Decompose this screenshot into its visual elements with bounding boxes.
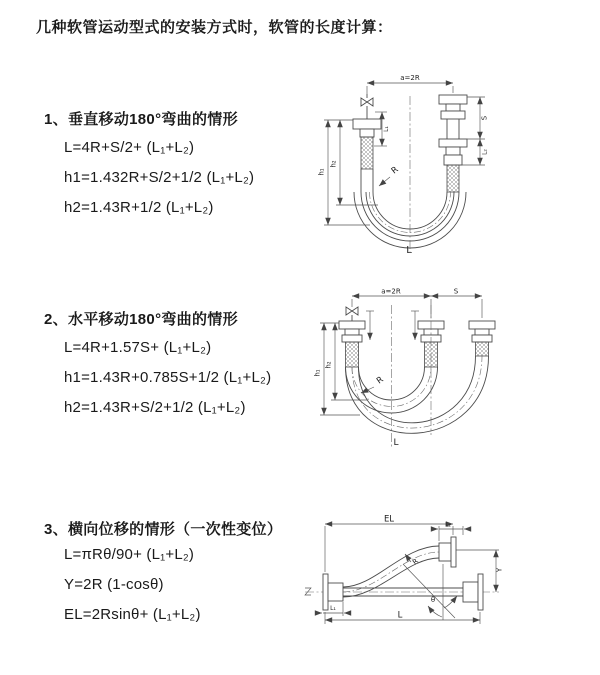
section-1-heading: 1、垂直移动180°弯曲的情形 [44,111,238,128]
page-title: 几种软管运动型式的安装方式时，软管的长度计算： [36,19,393,36]
right-flange [463,574,483,610]
section-3-formula-Y: Y=2R (1-cosθ) [64,576,164,593]
dim-label-y: Y [495,567,504,573]
diagram-vertical-180-bend [310,72,510,258]
radius-label: R [389,164,401,177]
dim-label-h2: h₂ [324,361,333,369]
dim-label-a2r: a=2R [400,74,420,82]
s-curve-hose-displaced [343,546,439,597]
right-pipe-fitting [469,321,495,356]
left-pipe-fitting [353,119,381,192]
section-2-formula-L: L=4R+1.57S+ (L₁+L₂) [64,339,212,356]
radius-callout [379,165,401,186]
dim-label-h1: h₁ [317,168,326,176]
section-2-formula-h1: h1=1.43R+0.785S+1/2 (L₁+L₂) [64,369,272,386]
dimension-el [325,515,453,573]
dim-label-a2r: a=2R [381,287,401,296]
dimension-a2r [352,288,482,319]
dim-label-h2: h₂ [329,160,338,168]
section-3-heading: 3、横向位移的情形（一次性变位） [44,521,283,538]
dim-label-l: L [397,610,403,621]
left-pipe-fitting [339,321,365,367]
diagram-horizontal-180-bend [312,285,512,461]
valve-icon [346,307,358,321]
dim-label-h1: h₁ [313,369,322,377]
section-2-heading: 2、水平移动180°弯曲的情形 [44,311,238,328]
valve-icon [361,94,373,119]
dimension-l1 [315,602,351,616]
centerline-mark [305,588,311,595]
dim-label-l2: L₂ [445,521,451,529]
length-label: L [393,438,399,448]
radius-callout [361,375,386,393]
dim-label-l1: L₁ [330,605,336,612]
dim-label-s: S [453,287,459,296]
right-pipe-fitting [439,95,467,192]
section-3-formula-L: L=πRθ/90+ (L₁+L₂) [64,546,195,563]
dimension-l [325,611,480,625]
section-1-formula-h2: h2=1.43R+1/2 (L₁+L₂) [64,199,214,216]
section-1-formula-h1: h1=1.432R+S/2+1/2 (L₁+L₂) [64,169,255,186]
length-label: L [406,245,412,256]
dim-label-l1: L₁ [383,126,390,132]
section-1-formula-L: L=4R+S/2+ (L₁+L₂) [64,139,195,156]
upper-flange [439,537,456,567]
dimension-s [460,97,489,165]
section-2-formula-h2: h2=1.43R+S/2+1/2 (L₁+L₂) [64,399,246,416]
diagram-lateral-displacement [303,512,510,634]
dim-label-el: EL [383,514,395,525]
radius-label: R [374,374,386,387]
section-3-formula-EL: EL=2Rsinθ+ (L₁+L₂) [64,606,201,623]
radius-label: R [411,557,421,567]
dim-label-s: S [480,115,489,121]
angle-label-theta: θ [430,596,436,604]
dimension-a2r [367,74,453,94]
fitting-length-arrows [366,311,419,340]
angle-theta-construction [403,564,457,620]
hose-u-bend-displaced [346,356,489,433]
dim-label-l2: L₂ [481,149,489,155]
